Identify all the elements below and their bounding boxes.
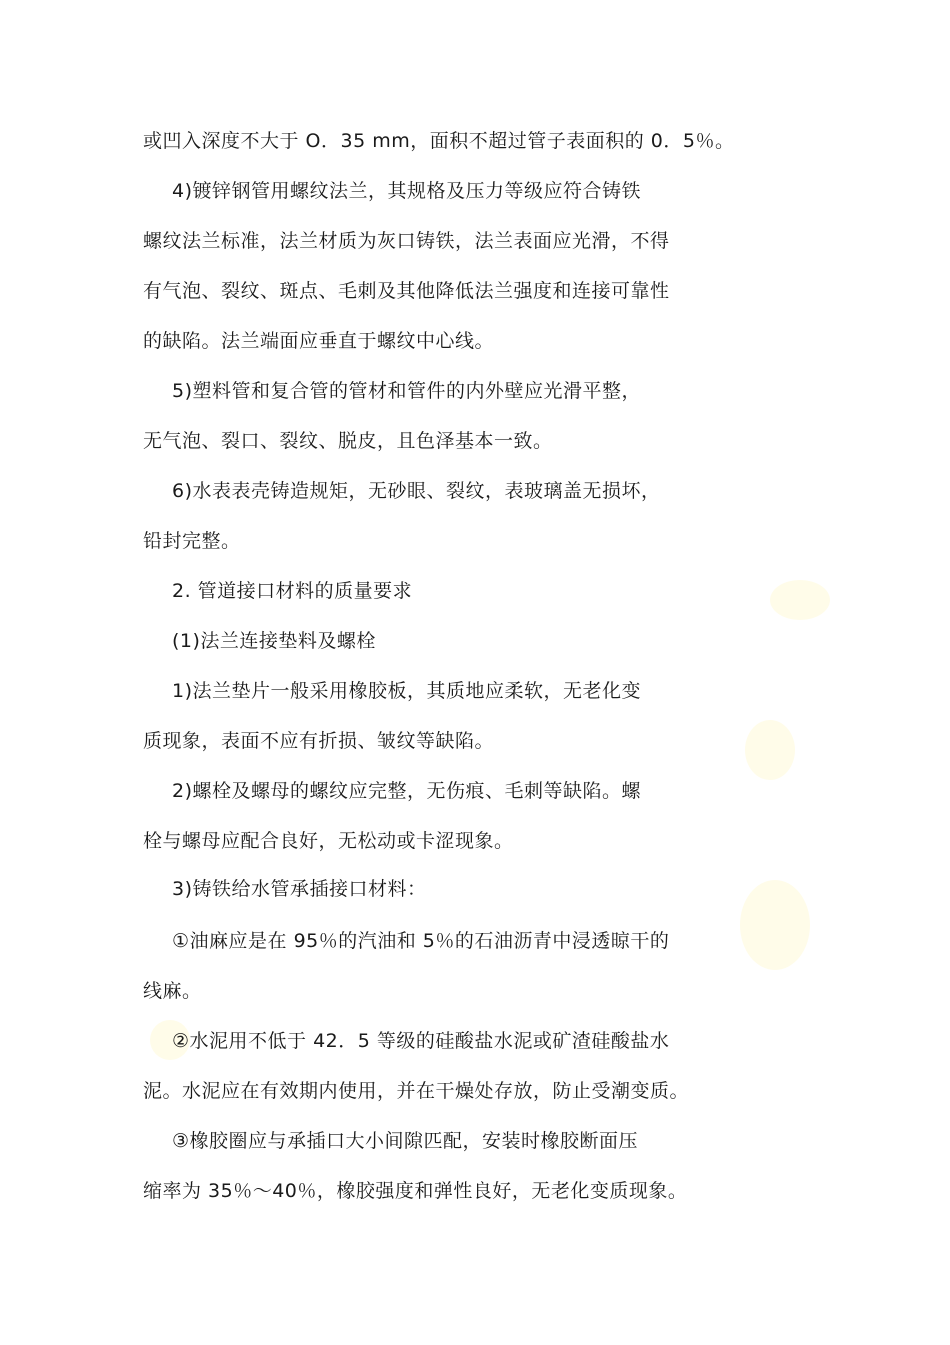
text-line-9: 铅封完整。 bbox=[143, 530, 241, 552]
text-line-4: 有气泡、裂纹、斑点、毛刺及其他降低法兰强度和连接可靠性 bbox=[143, 280, 670, 302]
text-line-12: 1)法兰垫片一般采用橡胶板，其质地应柔软，无老化变 bbox=[172, 680, 642, 702]
text-line-21: ③橡胶圈应与承插口大小间隙匹配，安装时橡胶断面压 bbox=[172, 1130, 639, 1152]
text-line-18: 线麻。 bbox=[143, 980, 202, 1002]
text-line-5: 的缺陷。法兰端面应垂直于螺纹中心线。 bbox=[143, 330, 495, 352]
section-heading: 2. 管道接口材料的质量要求 bbox=[172, 580, 413, 602]
text-line-7: 无气泡、裂口、裂纹、脱皮，且色泽基本一致。 bbox=[143, 430, 553, 452]
text-line-1: 或凹入深度不大于 O．35 mm，面积不超过管子表面积的 0．5％。 bbox=[143, 130, 735, 152]
text-line-16: 3)铸铁给水管承插接口材料： bbox=[172, 878, 427, 900]
text-line-2: 4)镀锌钢管用螺纹法兰，其规格及压力等级应符合铸铁 bbox=[172, 180, 642, 202]
text-line-14: 2)螺栓及螺母的螺纹应完整，无伤痕、毛刺等缺陷。螺 bbox=[172, 780, 642, 802]
text-line-8: 6)水表表壳铸造规矩，无砂眼、裂纹，表玻璃盖无损坏， bbox=[172, 480, 661, 502]
text-line-3: 螺纹法兰标准，法兰材质为灰口铸铁，法兰表面应光滑，不得 bbox=[143, 230, 670, 252]
text-line-22: 缩率为 35％～40％，橡胶强度和弹性良好，无老化变质现象。 bbox=[143, 1180, 688, 1202]
text-line-19: ②水泥用不低于 42．5 等级的硅酸盐水泥或矿渣硅酸盐水 bbox=[172, 1030, 670, 1052]
subsection-heading: (1)法兰连接垫料及螺栓 bbox=[172, 630, 376, 652]
text-line-20: 泥。水泥应在有效期内使用，并在干燥处存放，防止受潮变质。 bbox=[143, 1080, 690, 1102]
text-line-6: 5)塑料管和复合管的管材和管件的内外壁应光滑平整， bbox=[172, 380, 642, 402]
text-line-17: ①油麻应是在 95％的汽油和 5％的石油沥青中浸透晾干的 bbox=[172, 930, 670, 952]
scan-tint bbox=[740, 880, 810, 970]
text-line-15: 栓与螺母应配合良好，无松动或卡涩现象。 bbox=[143, 830, 514, 852]
scan-tint bbox=[745, 720, 795, 780]
scan-tint bbox=[770, 580, 830, 620]
text-line-13: 质现象，表面不应有折损、皱纹等缺陷。 bbox=[143, 730, 495, 752]
